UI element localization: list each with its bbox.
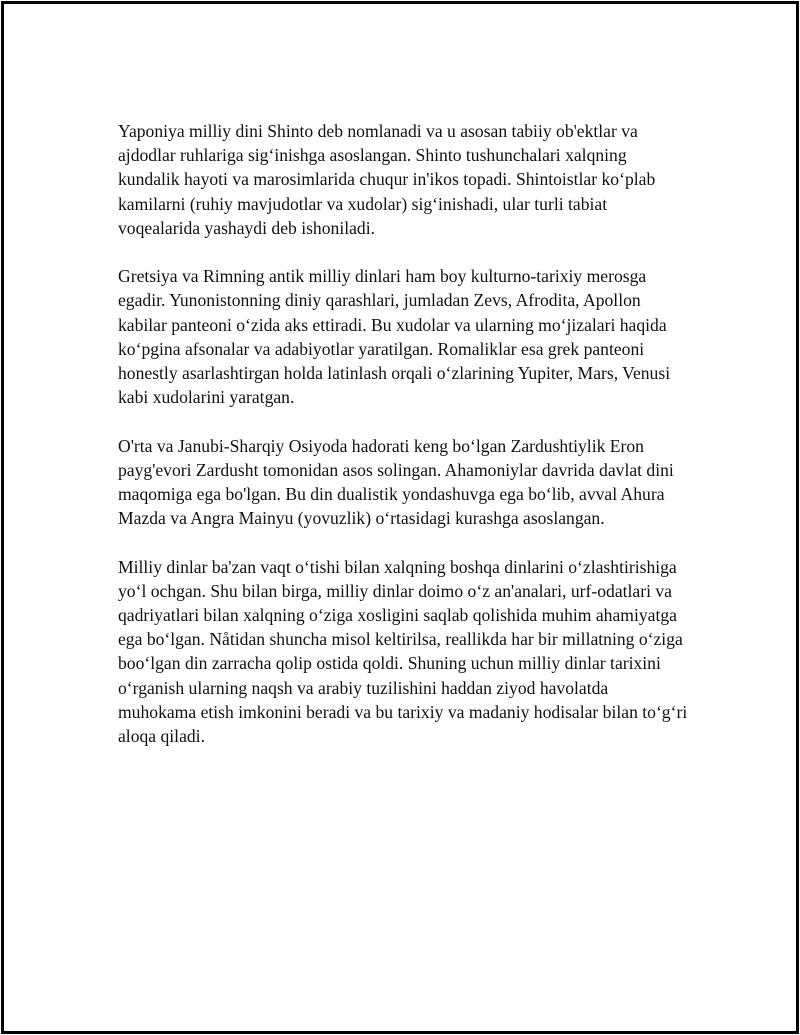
paragraph-zoroastrianism: O'rta va Janubi-Sharqiy Osiyoda hadorati keng bo‘lgan Zardushtiylik Eron payg'evori Zardusht tomonidan asos solingan. Ahamoniylar davrida davlat dini maqomiga ega bo'lgan. Bu din dualistik yondashuvga ega bo‘lib, avval Ahura Mazda va Angra Mainyu (yovuzlik) o‘rtasidagi kurashga asoslangan. (118, 435, 674, 529)
paragraph-shinto: Yaponiya milliy dini Shinto deb nomlanadi va u asosan tabiiy ob'ektlar va ajdodlar ruhlariga sig‘inishga asoslangan. Shinto tushunchalari xalqning kundalik hayoti va marosimlarida chuqur in'ikos topadi. Shintoistlar ko‘plab kamilarni (ruhiy mavjudotlar va xudolar) sig‘inishadi, ular turli tabiat voqealarida yashaydi deb ishoniladi. (118, 121, 656, 238)
paragraph-national-religions: Milliy dinlar ba'zan vaqt o‘tishi bilan xalqning boshqa dinlarini o‘zlashtirishiga yo‘l ochgan. Shu bilan birga, milliy dinlar doimo o‘z an'analari, urf-odatlari va qadriyatlari bilan xalqning o‘ziga xosligini saqlab qolishida muhim ahamiyatga ega bo‘lgan. Nåtidan shuncha misol keltirilsa, reallikda har bir millatning o‘ziga boo‘lgan din zarracha qolip ostida qoldi. Shuning uchun milliy dinlar tarixini o‘rganish ularning naqsh va arabiy tuzilishini haddan ziyod havolatda muhokama etish imkonini beradi va bu tarixiy va madaniy hodisalar bilan to‘g‘ri aloqa qiladi. (118, 556, 688, 747)
document-page (1, 1, 799, 1034)
document-body (118, 119, 690, 772)
paragraph-greece-rome: Gretsiya va Rimning antik milliy dinlari ham boy kulturno-tarixiy merosga egadir. Yunonistonning diniy qarashlari, jumladan Zevs, Afrodita, Apollon kabilar panteoni o‘zida aks ettiradi. Bu xudolar va ularning mo‘jizalari haqida ko‘pgina afsonalar va adabiyotlar yaratilgan. Romaliklar esa grek panteoni honestly asarlashtirgan holda latinlash orqali o‘zlarining Yupiter, Mars, Venusi kabi xudolarini yaratgan. (118, 266, 671, 408)
